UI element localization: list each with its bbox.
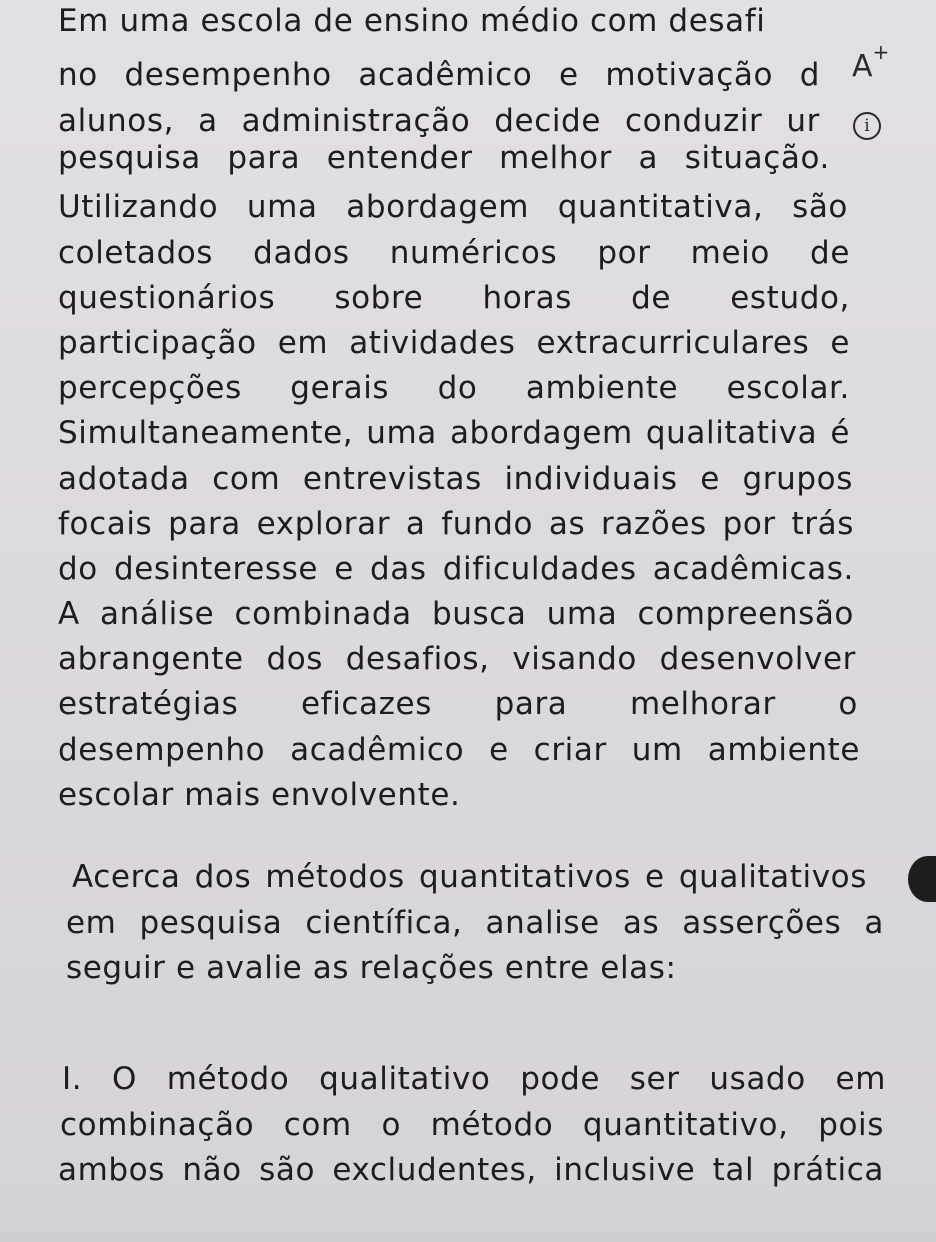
text-line: percepções gerais do ambiente escolar. — [58, 370, 850, 406]
text-line: desempenho acadêmico e criar um ambiente — [58, 732, 860, 768]
text-line: combinação com o método quantitativo, pois — [60, 1107, 884, 1143]
text-line: Acerca dos métodos quantitativos e qualitativos — [72, 859, 867, 895]
text-line: pesquisa para entender melhor a situação. — [58, 140, 830, 176]
text-line: abrangente dos desafios, visando desenvolver — [58, 641, 856, 677]
font-size-icon[interactable] — [852, 40, 890, 84]
font-size-icon-plus: + — [872, 40, 890, 64]
text-line: Utilizando uma abordagem quantitativa, são — [58, 189, 848, 225]
info-icon-letter: i — [864, 116, 870, 136]
font-size-icon-letter: A — [852, 49, 873, 84]
info-icon[interactable] — [853, 112, 881, 140]
text-line: Em uma escola de ensino médio com desafi — [58, 3, 766, 39]
text-line: adotada com entrevistas individuais e grupos — [58, 461, 853, 497]
text-line: seguir e avalie as relações entre elas: — [66, 950, 677, 986]
text-line: coletados dados numéricos por meio de — [58, 235, 850, 271]
text-line: estratégias eficazes para melhorar o — [58, 686, 858, 722]
text-line: ambos não são excludentes, inclusive tal prática — [58, 1152, 884, 1188]
text-line: questionários sobre horas de estudo, — [58, 280, 850, 316]
text-line: em pesquisa científica, analise as asserções a — [66, 905, 884, 941]
text-line: escolar mais envolvente. — [58, 777, 461, 813]
text-line: focais para explorar a fundo as razões por trás — [58, 506, 854, 542]
bottom-edge — [0, 1232, 936, 1242]
text-line: Simultaneamente, uma abordagem qualitativa é — [58, 415, 850, 451]
text-line: do desinteresse e das dificuldades acadêmicas. — [58, 551, 854, 587]
text-line: I. O método qualitativo pode ser usado em — [62, 1061, 886, 1097]
text-line: alunos, a administração decide conduzir ur — [58, 103, 820, 139]
floating-button-icon[interactable] — [908, 856, 936, 902]
text-line: A análise combinada busca uma compreensão — [58, 596, 854, 632]
text-line: no desempenho acadêmico e motivação d — [58, 57, 820, 93]
text-line: participação em atividades extracurriculares e — [58, 325, 850, 361]
